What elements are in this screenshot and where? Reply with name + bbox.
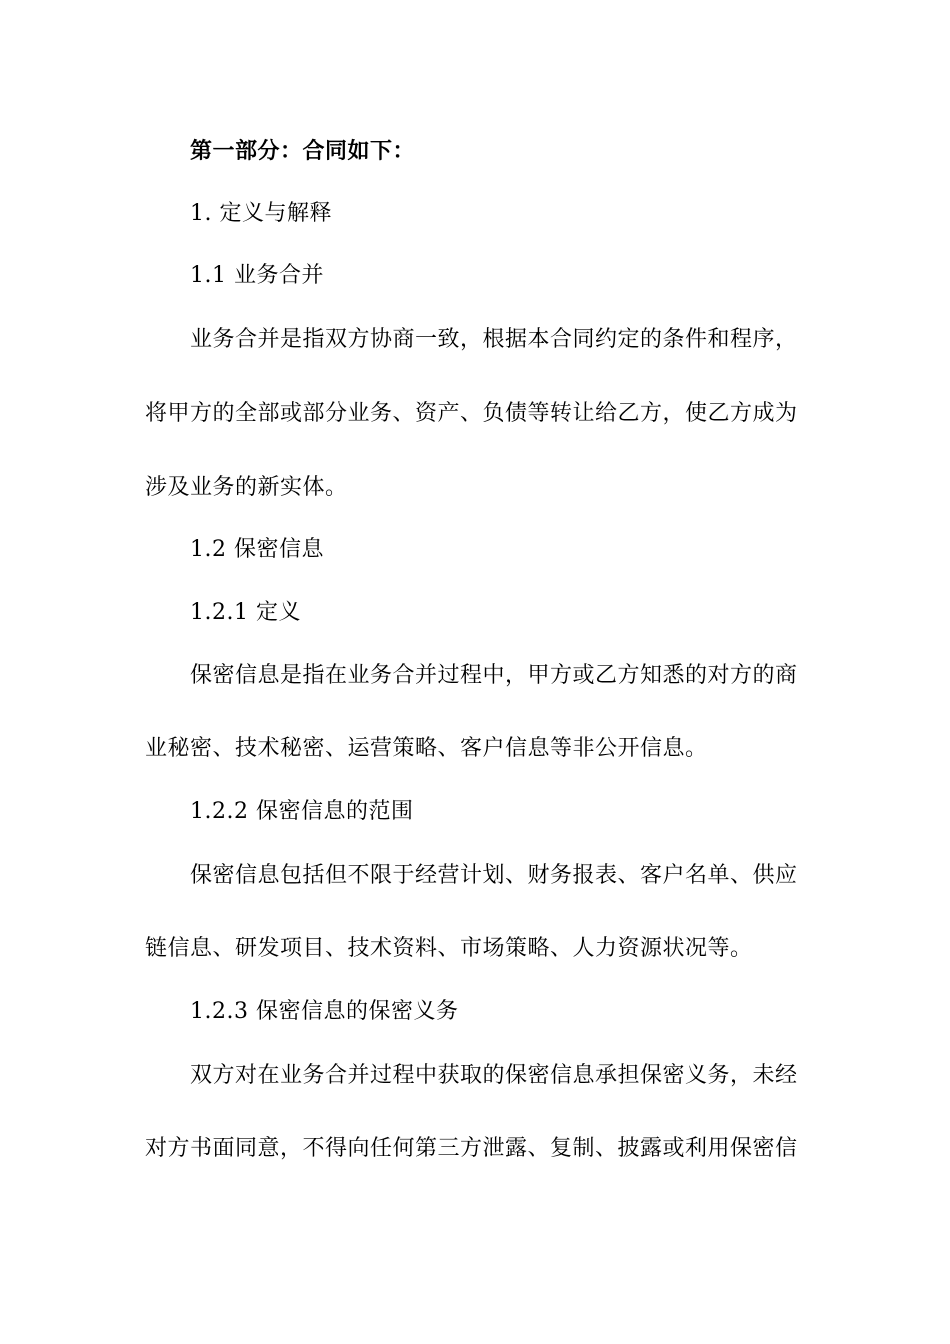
section-1-2-1-title: 1.2.1 定义: [190, 600, 301, 625]
section-1-2-title: 1.2 保密信息: [190, 537, 324, 562]
section-1-2-2-title: 1.2.2 保密信息的范围: [190, 799, 414, 824]
section-1-2-1-paragraph-line: 保密信息是指在业务合并过程中，甲方或乙方知悉的对方的商: [190, 663, 798, 688]
section-1-1-paragraph-line: 将甲方的全部或部分业务、资产、负债等转让给乙方，使乙方成为: [145, 401, 798, 426]
section-1-2-2-paragraph-line: 链信息、研发项目、技术资料、市场策略、人力资源状况等。: [145, 936, 753, 961]
section-1-2-2-paragraph-line: 保密信息包括但不限于经营计划、财务报表、客户名单、供应: [190, 863, 798, 888]
section-1-title: 1. 定义与解释: [190, 201, 332, 226]
section-1-1-paragraph-line: 业务合并是指双方协商一致，根据本合同约定的条件和程序，: [190, 327, 798, 352]
section-1-1-paragraph-line: 涉及业务的新实体。: [145, 475, 348, 500]
section-1-2-1-paragraph-line: 业秘密、技术秘密、运营策略、客户信息等非公开信息。: [145, 736, 708, 761]
part-heading: 第一部分：合同如下：: [190, 139, 416, 164]
section-1-2-3-paragraph-line: 双方对在业务合并过程中获取的保密信息承担保密义务，未经: [190, 1063, 798, 1088]
section-1-2-3-title: 1.2.3 保密信息的保密义务: [190, 999, 459, 1024]
section-1-1-title: 1.1 业务合并: [190, 263, 324, 288]
section-1-2-3-paragraph-line: 对方书面同意，不得向任何第三方泄露、复制、披露或利用保密信: [145, 1136, 798, 1161]
